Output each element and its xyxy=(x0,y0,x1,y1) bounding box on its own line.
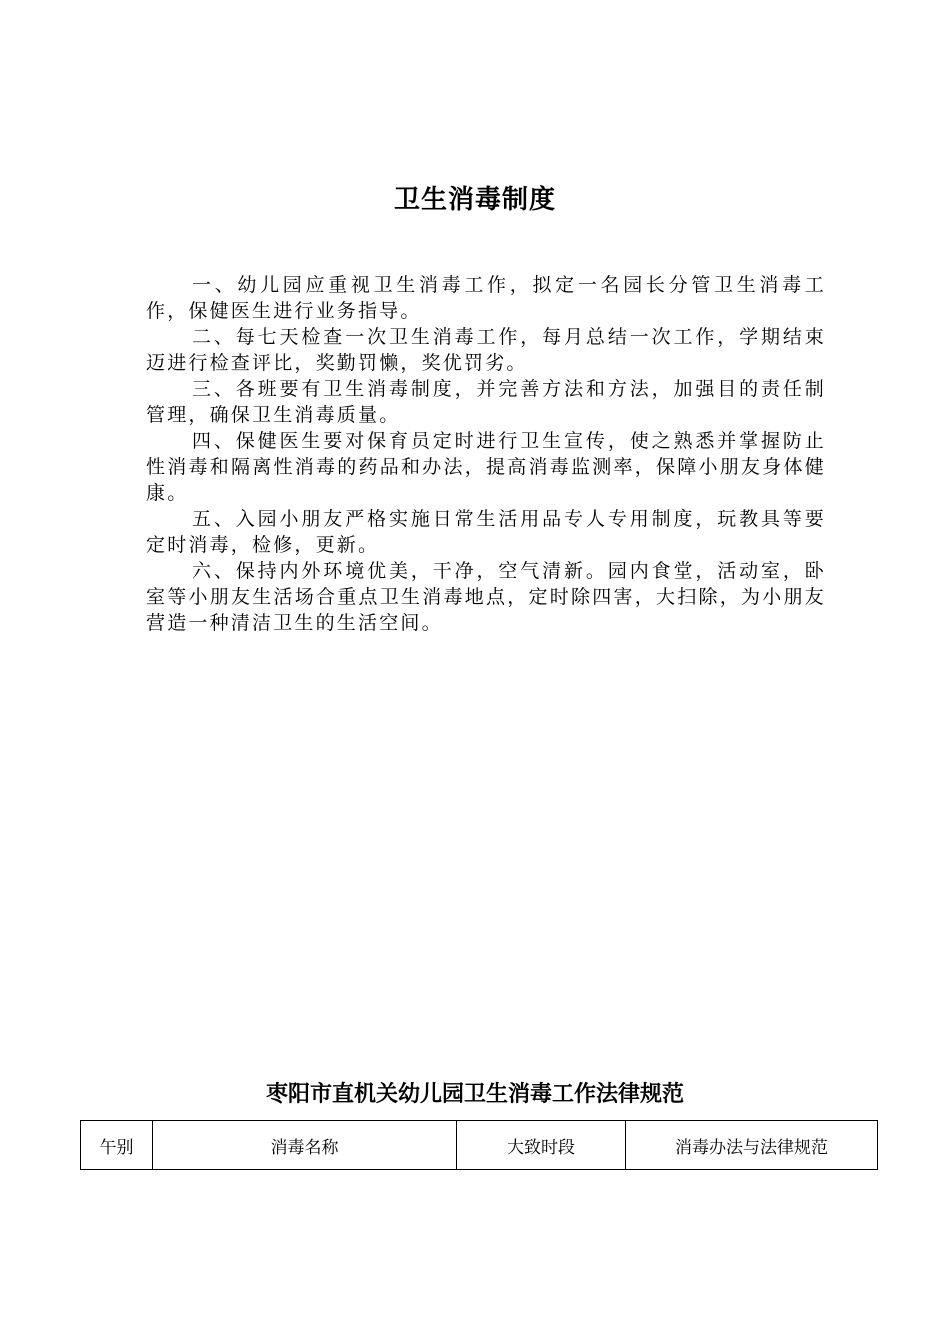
table-header-cell: 午别 xyxy=(81,1121,153,1170)
paragraph-3: 三、各班要有卫生消毒制度，并完善方法和方法，加强目的责任制管理，确保卫生消毒质量。 xyxy=(146,378,826,426)
table-header-cell: 消毒名称 xyxy=(153,1121,457,1170)
paragraph-4: 四、保健医生要对保育员定时进行卫生宣传，使之熟悉并掌握防止性消毒和隔离性消毒的药品和办法，提高消毒监测率，保障小朋友身体健康。 xyxy=(146,430,826,504)
document-body xyxy=(146,272,826,636)
paragraph-2: 二、每七天检查一次卫生消毒工作，每月总结一次工作，学期结束迈进行检查评比，奖勤罚懒，奖优罚劣。 xyxy=(146,326,826,374)
paragraph-6: 六、保持内外环境优美，干净，空气清新。园内食堂，活动室，卧室等小朋友生活场合重点卫生消毒地点，定时除四害，大扫除，为小朋友营造一种清洁卫生的生活空间。 xyxy=(146,560,826,634)
paragraph-5: 五、入园小朋友严格实施日常生活用品专人专用制度，玩教具等要定时消毒，检修，更新。 xyxy=(146,508,826,556)
document-title: 卫生消毒制度 xyxy=(393,185,556,215)
disinfection-table xyxy=(80,1120,878,1170)
table-header-cell: 大致时段 xyxy=(457,1121,626,1170)
section-title: 枣阳市直机关幼儿园卫生消毒工作法律规范 xyxy=(265,1082,684,1107)
table-header-row xyxy=(81,1121,878,1170)
table-header-cell: 消毒办法与法律规范 xyxy=(626,1121,878,1170)
paragraph-1: 一、幼儿园应重视卫生消毒工作，拟定一名园长分管卫生消毒工作，保健医生进行业务指导。 xyxy=(146,274,826,322)
